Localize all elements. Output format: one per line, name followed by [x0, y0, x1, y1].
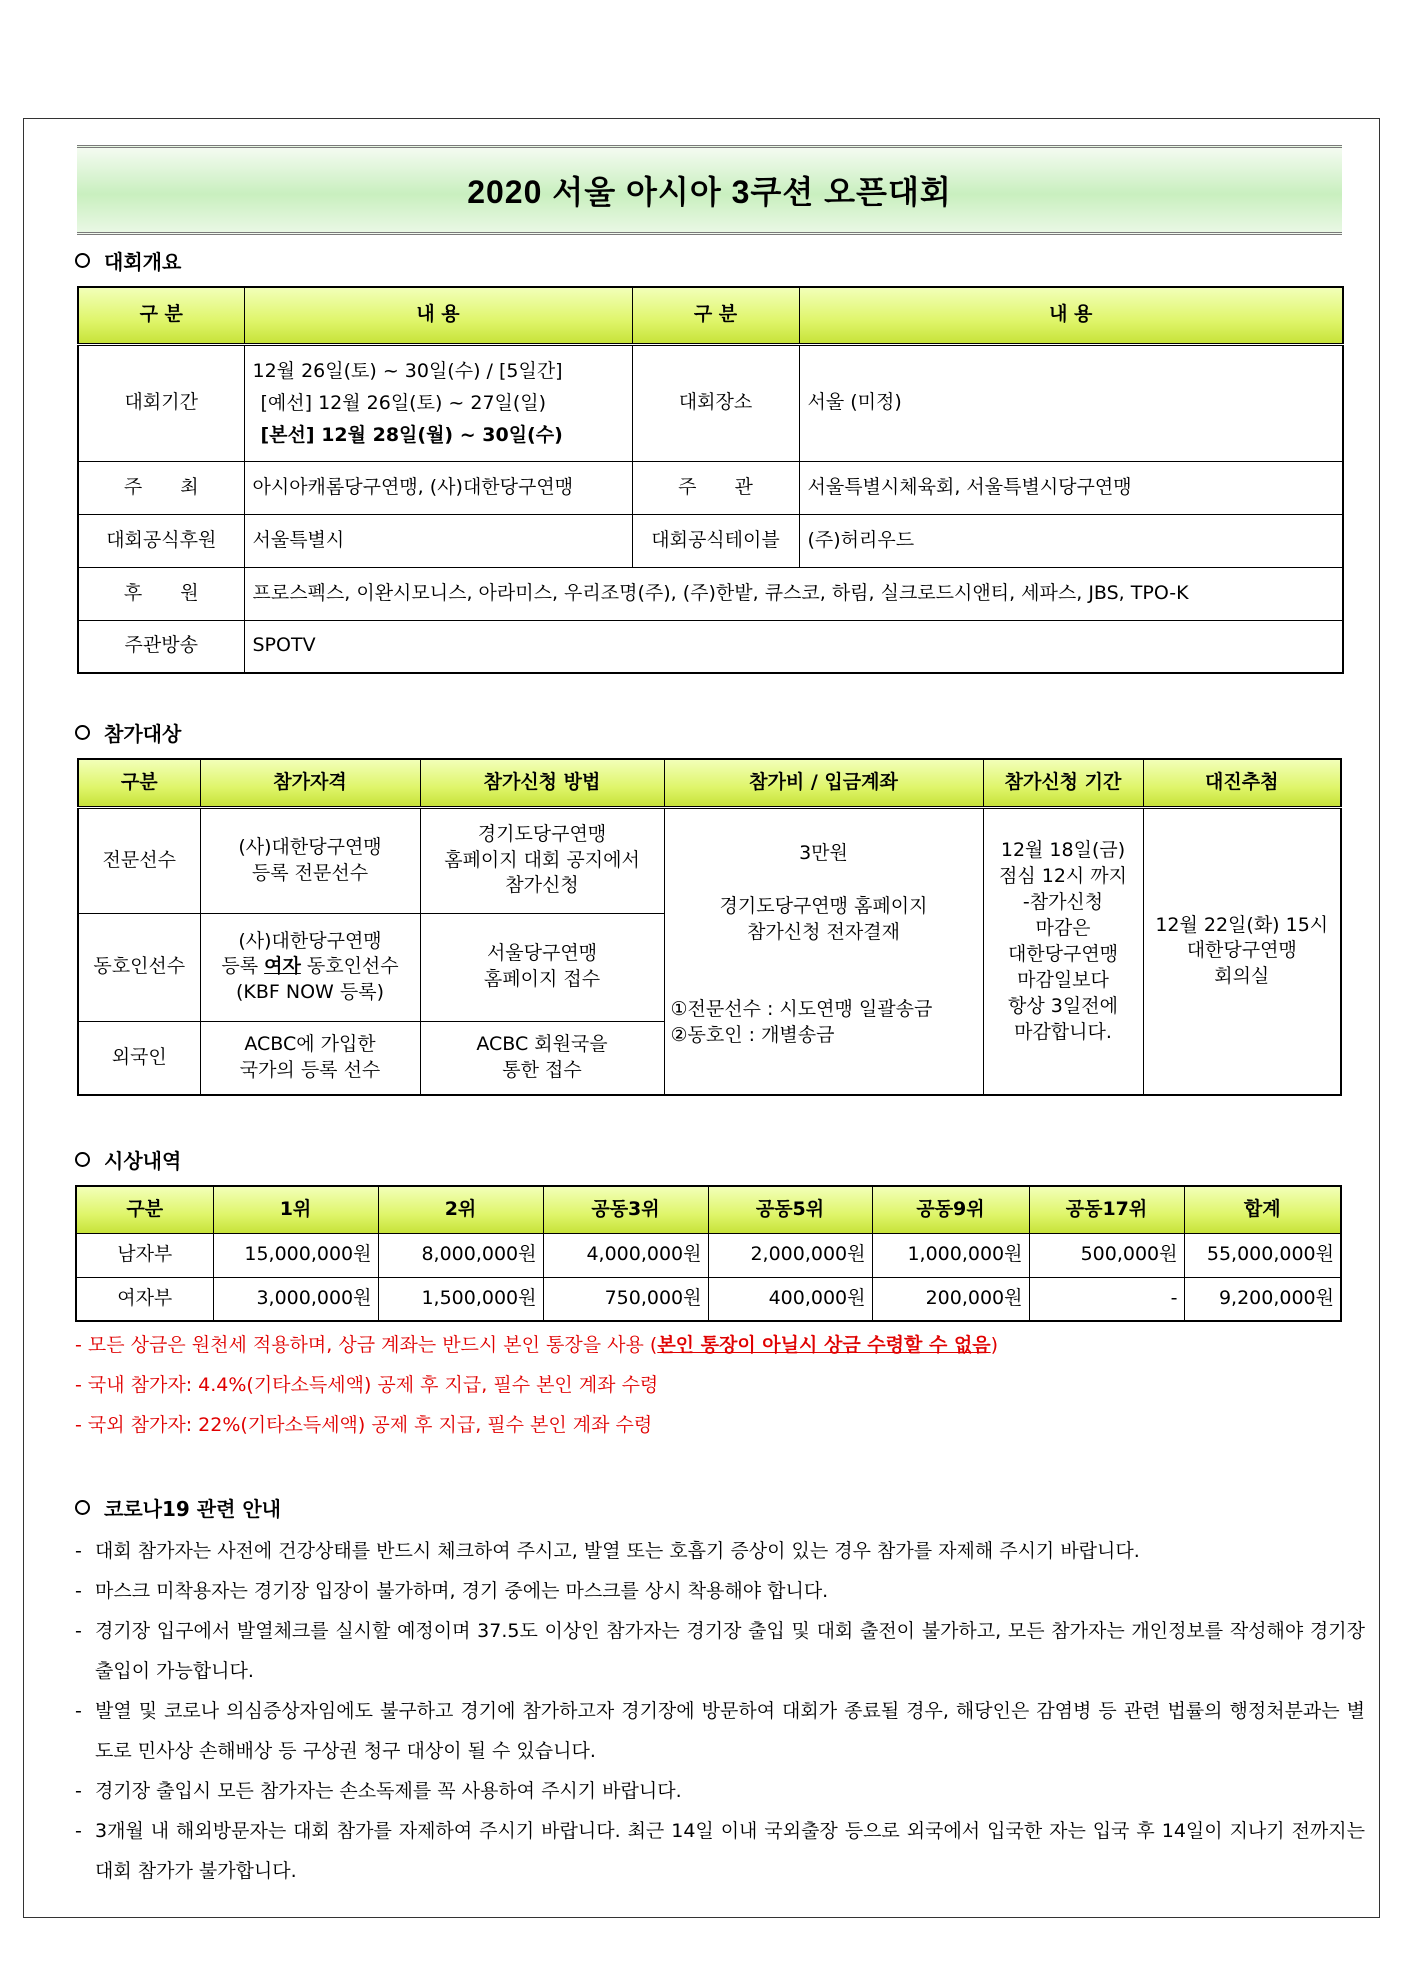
- dash-bullet: -: [75, 1780, 82, 1802]
- fee-amateur-transfer: ②동호인 : 개별송금: [670, 1024, 835, 1047]
- prize-division: 남자부: [76, 1233, 213, 1277]
- prize-note-foreign: - 국외 참가자: 22%(기타소득세액) 공제 후 지급, 필수 본인 계좌 수령: [75, 1414, 653, 1436]
- circle-bullet-icon: [75, 1152, 90, 1167]
- sponsor-label: 후 원: [78, 567, 244, 620]
- qualification-amateur-post: 동호인선수: [300, 955, 399, 978]
- prizes-header: 공동17위: [1029, 1186, 1184, 1233]
- method-pro-line: 경기도당구연맹: [477, 823, 607, 846]
- period-line: -참가신청: [1022, 890, 1104, 913]
- prize-cell: 400,000원: [708, 1277, 872, 1321]
- dash-bullet: -: [75, 1580, 82, 1602]
- section-participants-heading: [75, 718, 181, 747]
- prize-cell: 1,000,000원: [872, 1233, 1029, 1277]
- section-prizes-title: 시상내역: [104, 1149, 182, 1173]
- qualification-amateur-emph: 여자: [264, 955, 301, 978]
- qualification-foreign-line: 국가의 등록 선수: [239, 1058, 381, 1081]
- section-corona-title: 코로나19 관련 안내: [104, 1497, 281, 1521]
- sponsor-value: 프로스펙스, 이완시모니스, 아라미스, 우리조명(주), (주)한밭, 큐스코, 하림, 실크로드시앤티, 세파스, JBS, TPO-K: [244, 567, 1343, 620]
- prizes-header: 구분: [76, 1186, 213, 1233]
- list-item: [75, 1571, 1365, 1611]
- qualification-foreign-line: ACBC에 가입한: [244, 1033, 376, 1056]
- category-foreign: 외국인: [78, 1021, 200, 1095]
- method-pro-line: 참가신청: [505, 874, 579, 897]
- list-item: [75, 1811, 1365, 1891]
- period-line: 12월 18일(금): [1000, 838, 1126, 861]
- period-label: 대회기간: [78, 344, 244, 461]
- corona-item-text: 발열 및 코로나 의심증상자임에도 불구하고 경기에 참가하고자 경기장에 방문하여 대회가 종료될 경우, 해당인은 감염병 등 관련 법률의 행정처분과는 별도로 민사상 손해배상 등 구상권 청구 대상이 될 수 있습니다.: [95, 1700, 1365, 1762]
- section-corona-heading: [75, 1493, 281, 1522]
- section-participants-title: 참가대상: [104, 722, 182, 746]
- prizes-header: 공동3위: [543, 1186, 708, 1233]
- circle-bullet-icon: [75, 725, 90, 740]
- host-value: 아시아캐롬당구연맹, (사)대한당구연맹: [244, 461, 632, 514]
- qualification-pro: [200, 807, 420, 913]
- period-line: 대한당구연맹: [1007, 942, 1119, 965]
- prize-cell: 1,500,000원: [378, 1277, 543, 1321]
- participants-header-method: 참가신청 방법: [420, 759, 664, 807]
- period-cell: [983, 807, 1143, 1095]
- dash-bullet: -: [75, 1620, 82, 1642]
- prizes-header: 합계: [1184, 1186, 1341, 1233]
- participants-header-qualification: 참가자격: [200, 759, 420, 807]
- fee-line: 경기도당구연맹 홈페이지: [719, 895, 928, 918]
- prize-note-tax-emph: 본인 통장이 아닐시 상금 수령할 수 없음: [657, 1334, 991, 1356]
- broadcast-value: SPOTV: [244, 620, 1343, 673]
- qualification-amateur-line: (KBF NOW 등록): [236, 980, 384, 1003]
- fee-amount: 3만원: [799, 841, 848, 864]
- fee-cell: [664, 807, 983, 1095]
- prize-note-tax-post: ): [990, 1334, 999, 1356]
- period-value: [244, 344, 632, 461]
- official-sponsor-label: 대회공식후원: [78, 514, 244, 567]
- host-label: 주 최: [78, 461, 244, 514]
- circle-bullet-icon: [75, 1500, 90, 1515]
- method-foreign-line: 통한 접수: [502, 1058, 582, 1081]
- section-overview-heading: [75, 246, 181, 275]
- prize-total: 9,200,000원: [1184, 1277, 1341, 1321]
- corona-item-text: 마스크 미착용자는 경기장 입장이 불가하며, 경기 중에는 마스크를 상시 착용해야 합니다.: [95, 1580, 829, 1602]
- period-line-3: [본선] 12월 28일(월) ~ 30일(수): [260, 424, 563, 446]
- method-foreign-line: ACBC 회원국을: [476, 1033, 608, 1056]
- fee-pro-transfer: ①전문선수 : 시도연맹 일괄송금: [670, 998, 933, 1021]
- page-title: 2020 서울 아시아 3쿠션 오픈대회: [77, 145, 1342, 235]
- period-line: 마감일보다: [1017, 968, 1109, 991]
- draw-line: 12월 22일(화) 15시: [1155, 913, 1329, 936]
- period-line: 점심 12시 까지: [998, 864, 1128, 887]
- overview-table: [77, 286, 1344, 674]
- list-item: [75, 1691, 1365, 1771]
- prize-note-domestic: - 국내 참가자: 4.4%(기타소득세액) 공제 후 지급, 필수 본인 계좌 수령: [75, 1374, 659, 1396]
- overview-header-content: 내 용: [244, 287, 632, 344]
- period-line-2: [예선] 12월 26일(토) ~ 27일(일): [260, 392, 547, 414]
- fee-line: 참가신청 전자결재: [747, 920, 900, 943]
- method-amateur-line: 서울당구연맹: [486, 942, 598, 965]
- period-line: 항상 3일전에: [1008, 994, 1118, 1017]
- prize-note-tax: [75, 1330, 998, 1357]
- prize-cell: 750,000원: [543, 1277, 708, 1321]
- participants-table: [77, 758, 1342, 1096]
- dash-bullet: -: [75, 1540, 82, 1562]
- qualification-amateur-pre: 등록: [221, 955, 265, 978]
- circle-bullet-icon: [75, 253, 90, 268]
- prize-cell: 3,000,000원: [213, 1277, 378, 1321]
- corona-item-text: 경기장 출입시 모든 참가자는 손소독제를 꼭 사용하여 주시기 바랍니다.: [95, 1780, 682, 1802]
- qualification-amateur-line: [201, 954, 420, 980]
- prize-note-tax-pre: - 모든 상금은 원천세 적용하며, 상금 계좌는 반드시 본인 통장을 사용 (: [75, 1334, 658, 1356]
- corona-list: [75, 1531, 1365, 1891]
- dash-bullet: -: [75, 1820, 82, 1842]
- qualification-pro-line: 등록 전문선수: [251, 861, 369, 884]
- method-pro: [420, 807, 664, 913]
- official-sponsor-value: 서울특별시: [244, 514, 632, 567]
- corona-item-text: 경기장 입구에서 발열체크를 실시할 예정이며 37.5도 이상인 참가자는 경기장 출입 및 대회 출전이 불가하고, 모든 참가자는 개인정보를 작성해야 경기장 출입이 가능합니다.: [95, 1620, 1365, 1682]
- method-foreign: [420, 1021, 664, 1095]
- section-overview-title: 대회개요: [104, 250, 182, 274]
- method-amateur-line: 홈페이지 접수: [483, 968, 601, 990]
- overview-header-category-2: 구 분: [632, 287, 799, 344]
- list-item: [75, 1531, 1365, 1571]
- qualification-amateur: [200, 913, 420, 1021]
- prizes-table: [75, 1185, 1342, 1322]
- section-prizes-heading: [75, 1145, 181, 1174]
- corona-item-text: 3개월 내 해외방문자는 대회 참가를 자제하여 주시기 바랍니다. 최근 14일 이내 국외출장 등으로 외국에서 입국한 자는 입국 후 14일이 지나기 전까지는 대회 참가가 불가합니다.: [95, 1820, 1365, 1882]
- prize-division: 여자부: [76, 1277, 213, 1321]
- official-table-label: 대회공식테이블: [632, 514, 799, 567]
- prizes-header: 1위: [213, 1186, 378, 1233]
- qualification-pro-line: (사)대한당구연맹: [238, 835, 382, 858]
- prize-cell: 15,000,000원: [213, 1233, 378, 1277]
- prize-cell: 500,000원: [1029, 1233, 1184, 1277]
- list-item: [75, 1771, 1365, 1811]
- participants-header-period: 참가신청 기간: [983, 759, 1143, 807]
- official-table-value: (주)허리우드: [799, 514, 1343, 567]
- overview-header-content-2: 내 용: [799, 287, 1343, 344]
- participants-header-category: 구분: [78, 759, 200, 807]
- prize-cell: 200,000원: [872, 1277, 1029, 1321]
- venue-value: 서울 (미정): [799, 344, 1343, 461]
- method-amateur: [420, 913, 664, 1021]
- prize-total: 55,000,000원: [1184, 1233, 1341, 1277]
- corona-item-text: 대회 참가자는 사전에 건강상태를 반드시 체크하여 주시고, 발열 또는 호흡기 증상이 있는 경우 참가를 자제해 주시기 바랍니다.: [95, 1540, 1140, 1562]
- period-line: 마감합니다.: [1014, 1020, 1112, 1043]
- draw-cell: [1143, 807, 1341, 1095]
- prizes-header: 공동9위: [872, 1186, 1029, 1233]
- prize-cell: 2,000,000원: [708, 1233, 872, 1277]
- qualification-amateur-line: (사)대한당구연맹: [238, 929, 382, 952]
- table-row: [76, 1233, 1341, 1277]
- category-amateur: 동호인선수: [78, 913, 200, 1021]
- draw-line: 대한당구연맹: [1186, 939, 1297, 962]
- prizes-header: 공동5위: [708, 1186, 872, 1233]
- method-pro-line: 홈페이지 대회 공지에서: [444, 848, 640, 871]
- organizer-label: 주 관: [632, 461, 799, 514]
- overview-header-category: 구 분: [78, 287, 244, 344]
- organizer-value: 서울특별시체육회, 서울특별시당구연맹: [799, 461, 1343, 514]
- category-pro: 전문선수: [78, 807, 200, 913]
- venue-label: 대회장소: [632, 344, 799, 461]
- prize-cell: 8,000,000원: [378, 1233, 543, 1277]
- participants-header-draw: 대진추첨: [1143, 759, 1341, 807]
- prize-cell: 4,000,000원: [543, 1233, 708, 1277]
- prizes-header: 2위: [378, 1186, 543, 1233]
- participants-header-fee: 참가비 / 입금계좌: [664, 759, 983, 807]
- table-row: [76, 1277, 1341, 1321]
- prize-cell: -: [1029, 1277, 1184, 1321]
- qualification-foreign: [200, 1021, 420, 1095]
- draw-line: 회의실: [1214, 965, 1270, 988]
- dash-bullet: -: [75, 1700, 82, 1722]
- period-line: 마감은: [1035, 916, 1091, 939]
- list-item: [75, 1611, 1365, 1691]
- period-line-1: 12월 26일(토) ~ 30일(수) / [5일간]: [252, 360, 563, 382]
- broadcast-label: 주관방송: [78, 620, 244, 673]
